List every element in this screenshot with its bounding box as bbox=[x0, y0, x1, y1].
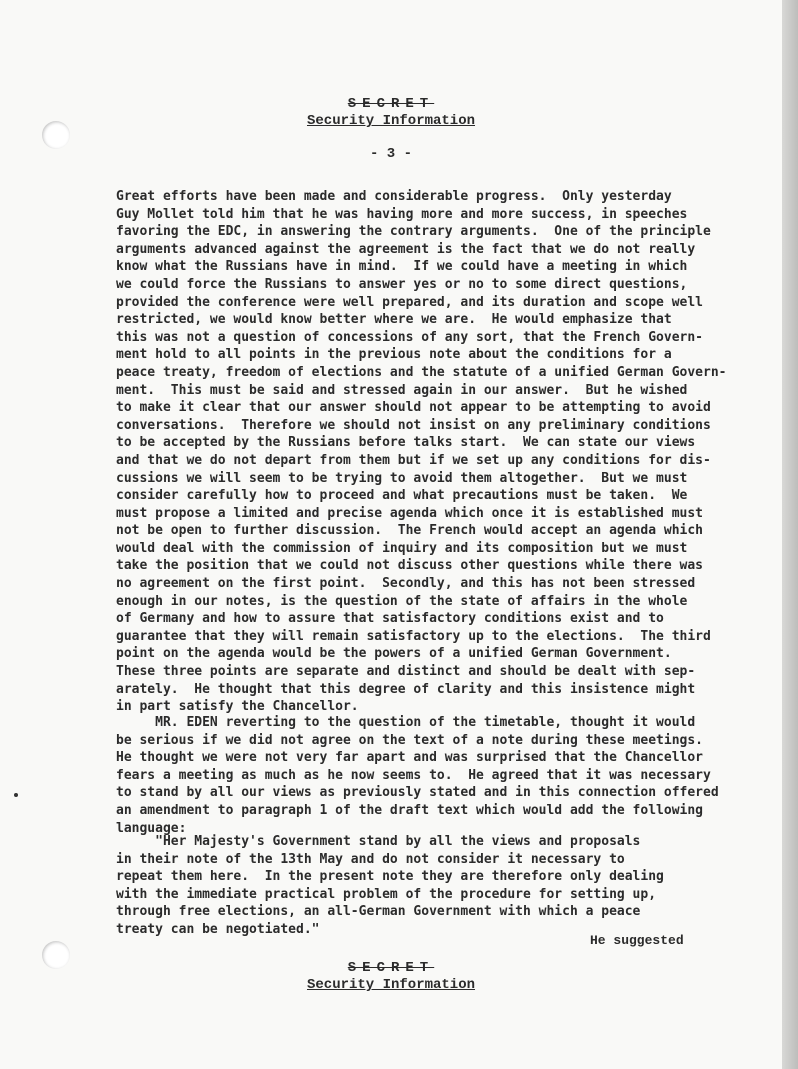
quote-line: repeat them here. In the present note they are therefore only dealing bbox=[116, 869, 664, 885]
paragraph-1-line: arguments advanced against the agreement is the fact that we do not really bbox=[116, 241, 696, 257]
quote-line: with the immediate practical problem of the procedure for setting up, bbox=[116, 886, 657, 902]
paragraph-1-line: point on the agenda would be the powers of a unified German Government. bbox=[116, 646, 672, 662]
footer-classification: SECRET bbox=[347, 960, 435, 976]
paragraph-1-line: provided the conference were well prepared, and its duration and scope well bbox=[116, 294, 703, 310]
paragraph-1-line: not be open to further discussion. The French would accept an agenda which bbox=[116, 523, 703, 539]
paragraph-1-line: conversations. Therefore we should not insist on any preliminary conditions bbox=[116, 417, 711, 433]
footer-caveat: Security Information bbox=[306, 977, 476, 993]
page-edge-shadow bbox=[782, 0, 798, 1069]
paragraph-2-line: be serious if we did not agree on the text of a note during these meetings. bbox=[116, 732, 703, 748]
paragraph-1-line: in part satisfy the Chancellor. bbox=[116, 699, 359, 715]
paragraph-1-line: restricted, we would know better where we are. He would emphasize that bbox=[116, 312, 672, 328]
paragraph-1-line: this was not a question of concessions of any sort, that the French Govern- bbox=[116, 329, 703, 345]
quoted-amendment bbox=[116, 833, 706, 939]
paragraph-2-line: MR. EDEN reverting to the question of the timetable, thought it would bbox=[116, 715, 696, 730]
paragraph-1-line: peace treaty, freedom of elections and the statute of a unified German Govern- bbox=[116, 364, 727, 380]
paragraph-1-line: arately. He thought that this degree of clarity and this insistence might bbox=[116, 681, 696, 697]
paragraph-1-line: Great efforts have been made and considerable progress. Only yesterday bbox=[116, 189, 672, 204]
paragraph-2-line: an amendment to paragraph 1 of the draft text which would add the following bbox=[116, 802, 703, 818]
page-number: - 3 - bbox=[369, 146, 412, 162]
paragraph-1-line: ment hold to all points in the previous note about the conditions for a bbox=[116, 347, 672, 363]
paragraph-2-line: language: bbox=[116, 820, 187, 836]
paragraph-1-line: we could force the Russians to answer yes or no to some direct questions, bbox=[116, 276, 688, 292]
paragraph-1-line: of Germany and how to assure that satisfactory conditions exist and to bbox=[116, 611, 664, 627]
catchword: He suggested bbox=[590, 933, 684, 948]
header-classification: SECRET bbox=[347, 96, 435, 112]
paragraph-1-line: enough in our notes, is the question of the state of affairs in the whole bbox=[116, 593, 688, 609]
paragraph-1-line: to make it clear that our answer should not appear to be attempting to avoid bbox=[116, 400, 711, 416]
paragraph-1-line: Guy Mollet told him that he was having more and more success, in speeches bbox=[116, 206, 688, 222]
paragraph-1-line: These three points are separate and distinct and should be dealt with sep- bbox=[116, 664, 696, 680]
paragraph-2-line: He thought we were not very far apart and was surprised that the Chancellor bbox=[116, 750, 703, 766]
quote-line: in their note of the 13th May and do not consider it necessary to bbox=[116, 851, 625, 867]
quote-line: treaty can be negotiated." bbox=[116, 921, 320, 937]
paragraph-1-line: guarantee that they will remain satisfactory up to the elections. The third bbox=[116, 628, 711, 644]
header-caveat: Security Information bbox=[306, 113, 476, 129]
paragraph-2 bbox=[116, 714, 719, 837]
paragraph-1-line: and that we do not depart from them but if we set up any conditions for dis- bbox=[116, 452, 711, 468]
paragraph-1 bbox=[116, 188, 727, 716]
paragraph-1-line: take the position that we could not discuss other questions while there was bbox=[116, 558, 703, 574]
paragraph-1-line: favoring the EDC, in answering the contrary arguments. One of the principle bbox=[116, 224, 711, 240]
paragraph-2-line: fears a meeting as much as he now seems to. He agreed that it was necessary bbox=[116, 767, 711, 783]
stray-mark bbox=[14, 793, 18, 797]
paragraph-1-line: would deal with the commission of inquiry and its composition but we must bbox=[116, 540, 688, 556]
header-classification-mark bbox=[0, 96, 782, 130]
paragraph-1-line: cussions we will seem to be trying to avoid them altogether. But we must bbox=[116, 470, 688, 486]
paragraph-2-line: to stand by all our views as previously stated and in this connection offered bbox=[116, 785, 719, 801]
quote-line: through free elections, an all-German Government with which a peace bbox=[116, 904, 641, 920]
paragraph-1-line: ment. This must be said and stressed again in our answer. But he wished bbox=[116, 382, 688, 398]
paragraph-1-line: to be accepted by the Russians before talks start. We can state our views bbox=[116, 435, 696, 451]
paragraph-1-line: must propose a limited and precise agenda which once it is established must bbox=[116, 505, 703, 521]
footer-classification-mark bbox=[0, 960, 782, 994]
paragraph-1-line: no agreement on the first point. Secondly, and this has not been stressed bbox=[116, 576, 696, 592]
paragraph-1-line: consider carefully how to proceed and what precautions must be taken. We bbox=[116, 488, 688, 504]
paragraph-1-line: know what the Russians have in mind. If we could have a meeting in which bbox=[116, 259, 688, 275]
quote-line: "Her Majesty's Government stand by all the views and proposals bbox=[116, 834, 641, 849]
